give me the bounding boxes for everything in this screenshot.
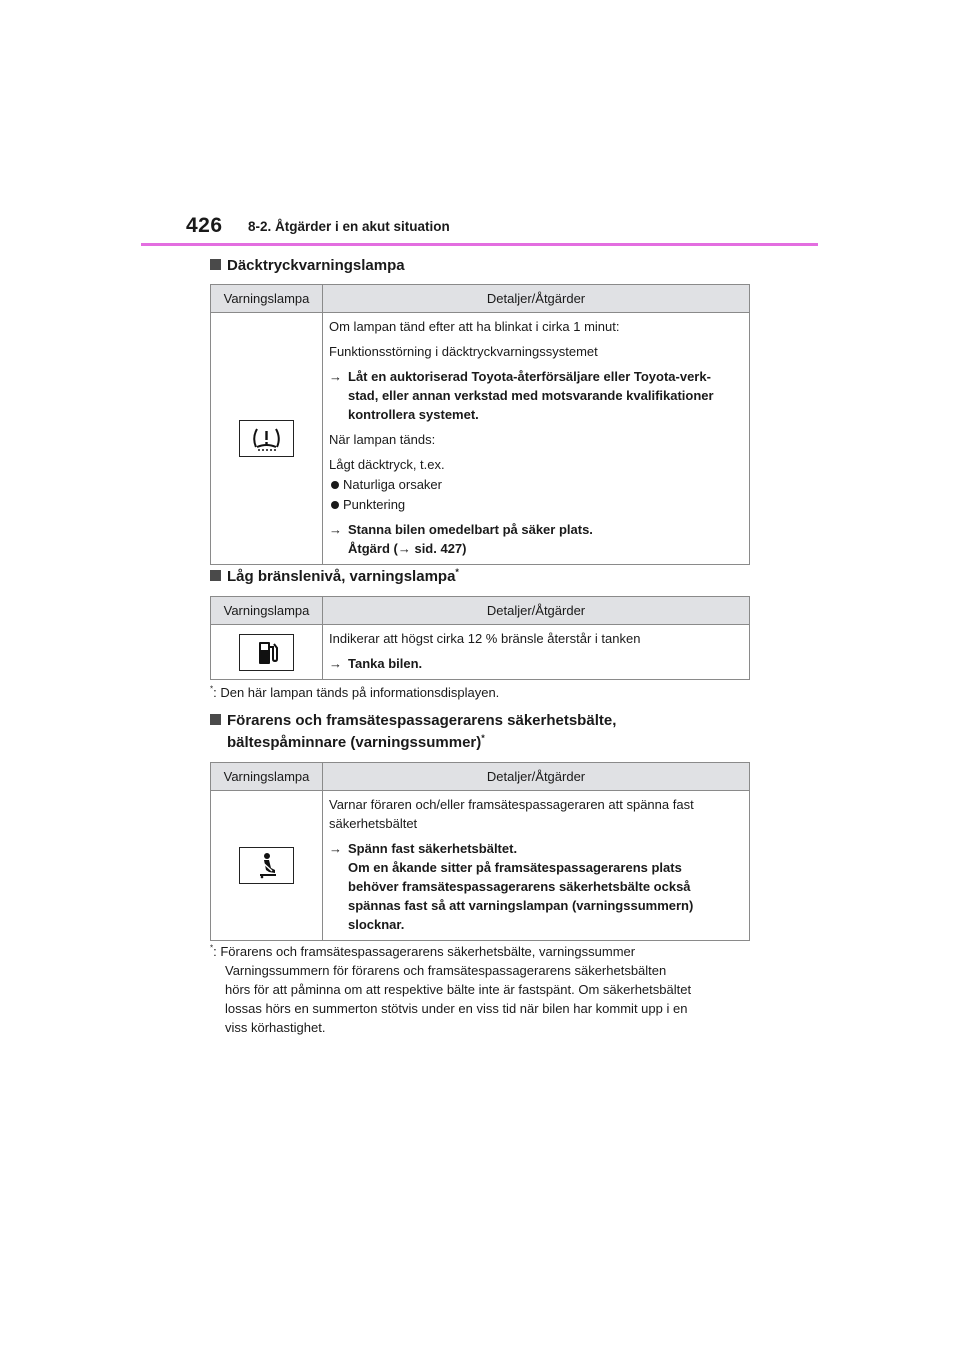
fuel-pump-icon (239, 634, 294, 671)
heading-square-icon (210, 570, 221, 581)
page-number: 426 (186, 214, 223, 237)
action-item: → Stanna bilen omedelbart på säker plats. Åtgärd (→ sid. 427) (329, 522, 593, 556)
seatbelt-reminder-icon (239, 847, 294, 884)
footnote: *: Förarens och framsätespassagerarens säkerhetsbälte, varningssummer Varningssummern för förarens och framsätespassagerarens säkerhetsbälten hörs för att påminna om att respektive bälte inte är fastspänt. Om säkerhetsbältet lossas hörs en summerton stötvis under en viss tid när bilen har kommit upp i en viss körhastighet. (210, 943, 692, 1035)
list-item: Punktering (329, 495, 743, 514)
arrow-icon: → (329, 369, 342, 384)
bullet-icon (331, 481, 339, 489)
tire-pressure-table (210, 284, 750, 565)
list-item: Naturliga orsaker (329, 475, 743, 494)
arrow-icon: → (397, 541, 411, 556)
column-header-lamp: Varningslampa (211, 597, 323, 625)
column-header-details: Detaljer/Åtgärder (323, 285, 750, 313)
arrow-icon: → (329, 522, 342, 537)
heading-fuel-level: Låg bränslenivå, varningslampa* (210, 566, 459, 588)
arrow-icon: → (329, 841, 342, 856)
details-cell: Indikerar att högst cirka 12 % bränsle återstår i tanken → Tanka bilen. (323, 625, 750, 680)
column-header-details: Detaljer/Åtgärder (323, 763, 750, 791)
heading-tire-pressure: Däcktryckvarningslampa (210, 255, 405, 277)
bullet-icon (331, 501, 339, 509)
details-cell: Om lampan tänd efter att ha blinkat i cirka 1 minut: Funktionsstörning i däcktryckvarningssystemet → Låt en auktoriserad Toyota-återförsäljare eller Toyota-verk- stad, eller annan verkstad med motsvarande kvalifikationer kontrollera systemet. När lampan tänds: Lågt däcktryck, t.ex. Naturliga orsaker Punktering → Stanna bilen omedelbart på säker plats. Åtgärd (→ sid. 427) (323, 313, 750, 565)
arrow-icon: → (329, 656, 342, 671)
seatbelt-table (210, 762, 750, 941)
column-header-details: Detaljer/Åtgärder (323, 597, 750, 625)
fuel-level-table (210, 596, 750, 680)
header-rule (141, 243, 818, 246)
heading-square-icon (210, 259, 221, 270)
lamp-cell (211, 625, 323, 680)
lamp-cell (211, 313, 323, 565)
page-reference-link[interactable]: sid. 427) (414, 541, 467, 556)
heading-square-icon (210, 714, 221, 725)
action-item: → Låt en auktoriserad Toyota-återförsäljare eller Toyota-verk- stad, eller annan verkstad med motsvarande kvalifikationer kontrollera systemet. (329, 369, 714, 422)
action-item: → Spänn fast säkerhetsbältet. Om en åkande sitter på framsätespassagerarens plats behöver framsätespassagerarens säkerhetsbälte också spännas fast så att varningslampan (varningssummern) slocknar. (329, 841, 694, 932)
footnote: *: Den här lampan tänds på informationsdisplayen. (210, 684, 500, 700)
lamp-cell (211, 791, 323, 941)
action-item: → Tanka bilen. (329, 656, 423, 671)
column-header-lamp: Varningslampa (211, 763, 323, 791)
details-cell: Varnar föraren och/eller framsätespassageraren att spänna fast säkerhetsbältet → Spänn fast säkerhetsbältet. Om en åkande sitter på framsätespassagerarens plats behöver framsätespassagerarens säkerhetsbälte också spännas fast så att varningslampan (varningssummern) slocknar. (323, 791, 750, 941)
heading-seatbelt: Förarens och framsätespassagerarens säkerhetsbälte, bältespåminnare (varningssummer)* (210, 710, 616, 754)
column-header-lamp: Varningslampa (211, 285, 323, 313)
tire-pressure-warning-icon (239, 420, 294, 457)
section-title: 8-2. Åtgärder i en akut situation (248, 219, 450, 234)
